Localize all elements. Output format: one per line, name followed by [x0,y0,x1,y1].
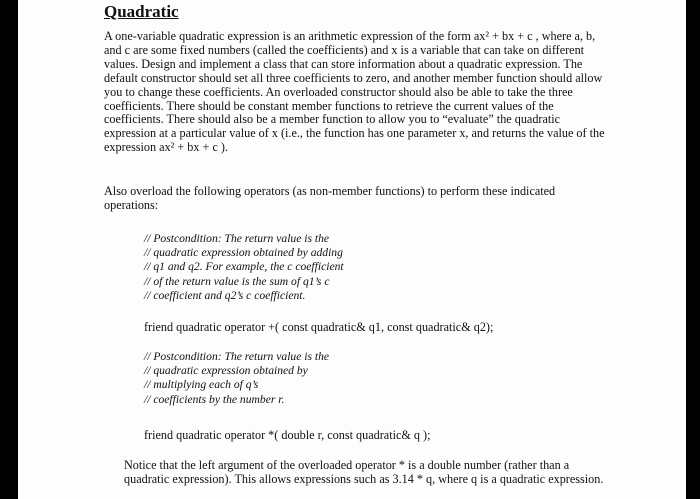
comment-line: // multiplying each of q’s [144,378,259,392]
operators-paragraph [104,185,624,213]
text-line: expression ax² + bx + c ). [104,140,229,155]
text-line: expression at a particular value of x (i.e., the function has one parameter x, and returns the value of the [104,126,605,141]
text-line: default constructor should set all three coefficients to zero, and another member function should allow [104,70,603,85]
text-line: A one-variable quadratic expression is an arithmetic expression of the form ax² + bx + c , where a, b, [104,29,596,43]
text-line: coefficients. There should also be a member function to allow you to “evaluate” the quadratic [104,112,561,127]
text-line: coefficients. There should be constant member functions to retrieve the current values of the [104,98,554,113]
description-paragraph [104,30,624,155]
document-page [18,0,686,499]
comment-line: // Postcondition: The return value is the [144,350,330,363]
notice-paragraph [124,458,624,486]
multiplication-comment-block [144,350,329,407]
addition-operator-declaration: friend quadratic operator +( const quadratic& q1, const quadratic& q2); [144,320,494,334]
comment-line: // coefficient and q2’s c coefficient. [144,288,306,302]
page-title: Quadratic [104,2,179,21]
addition-comment-block [144,232,344,303]
comment-line: // coefficients by the number r. [144,392,285,406]
text-line: Notice that the left argument of the overloaded operator * is a double number (rather than a [124,458,570,472]
text-line: you to change these coefficients. An overloaded constructor should also be able to take the three [104,84,573,99]
multiplication-operator-declaration: friend quadratic operator *( double r, const quadratic& q ); [144,428,431,442]
text-line: values. Design and implement a class that can store information about a quadratic expression. The [104,56,583,71]
comment-line: // q1 and q2. For example, the c coefficient [144,260,344,274]
text-line: quadratic expression). This allows expressions such as 3.14 * q, where q is a quadratic expression. [124,472,604,486]
comment-line: // of the return value is the sum of q1’s c [144,274,330,288]
text-line: and c are some fixed numbers (called the coefficients) and x is a variable that can take on different [104,42,585,57]
comment-line: // quadratic expression obtained by adding [144,246,343,260]
text-line: operations: [104,197,159,212]
text-line: Also overload the following operators (as non-member functions) to perform these indicated [104,184,556,198]
comment-line: // Postcondition: The return value is the [144,232,330,245]
comment-line: // quadratic expression obtained by [144,364,308,378]
